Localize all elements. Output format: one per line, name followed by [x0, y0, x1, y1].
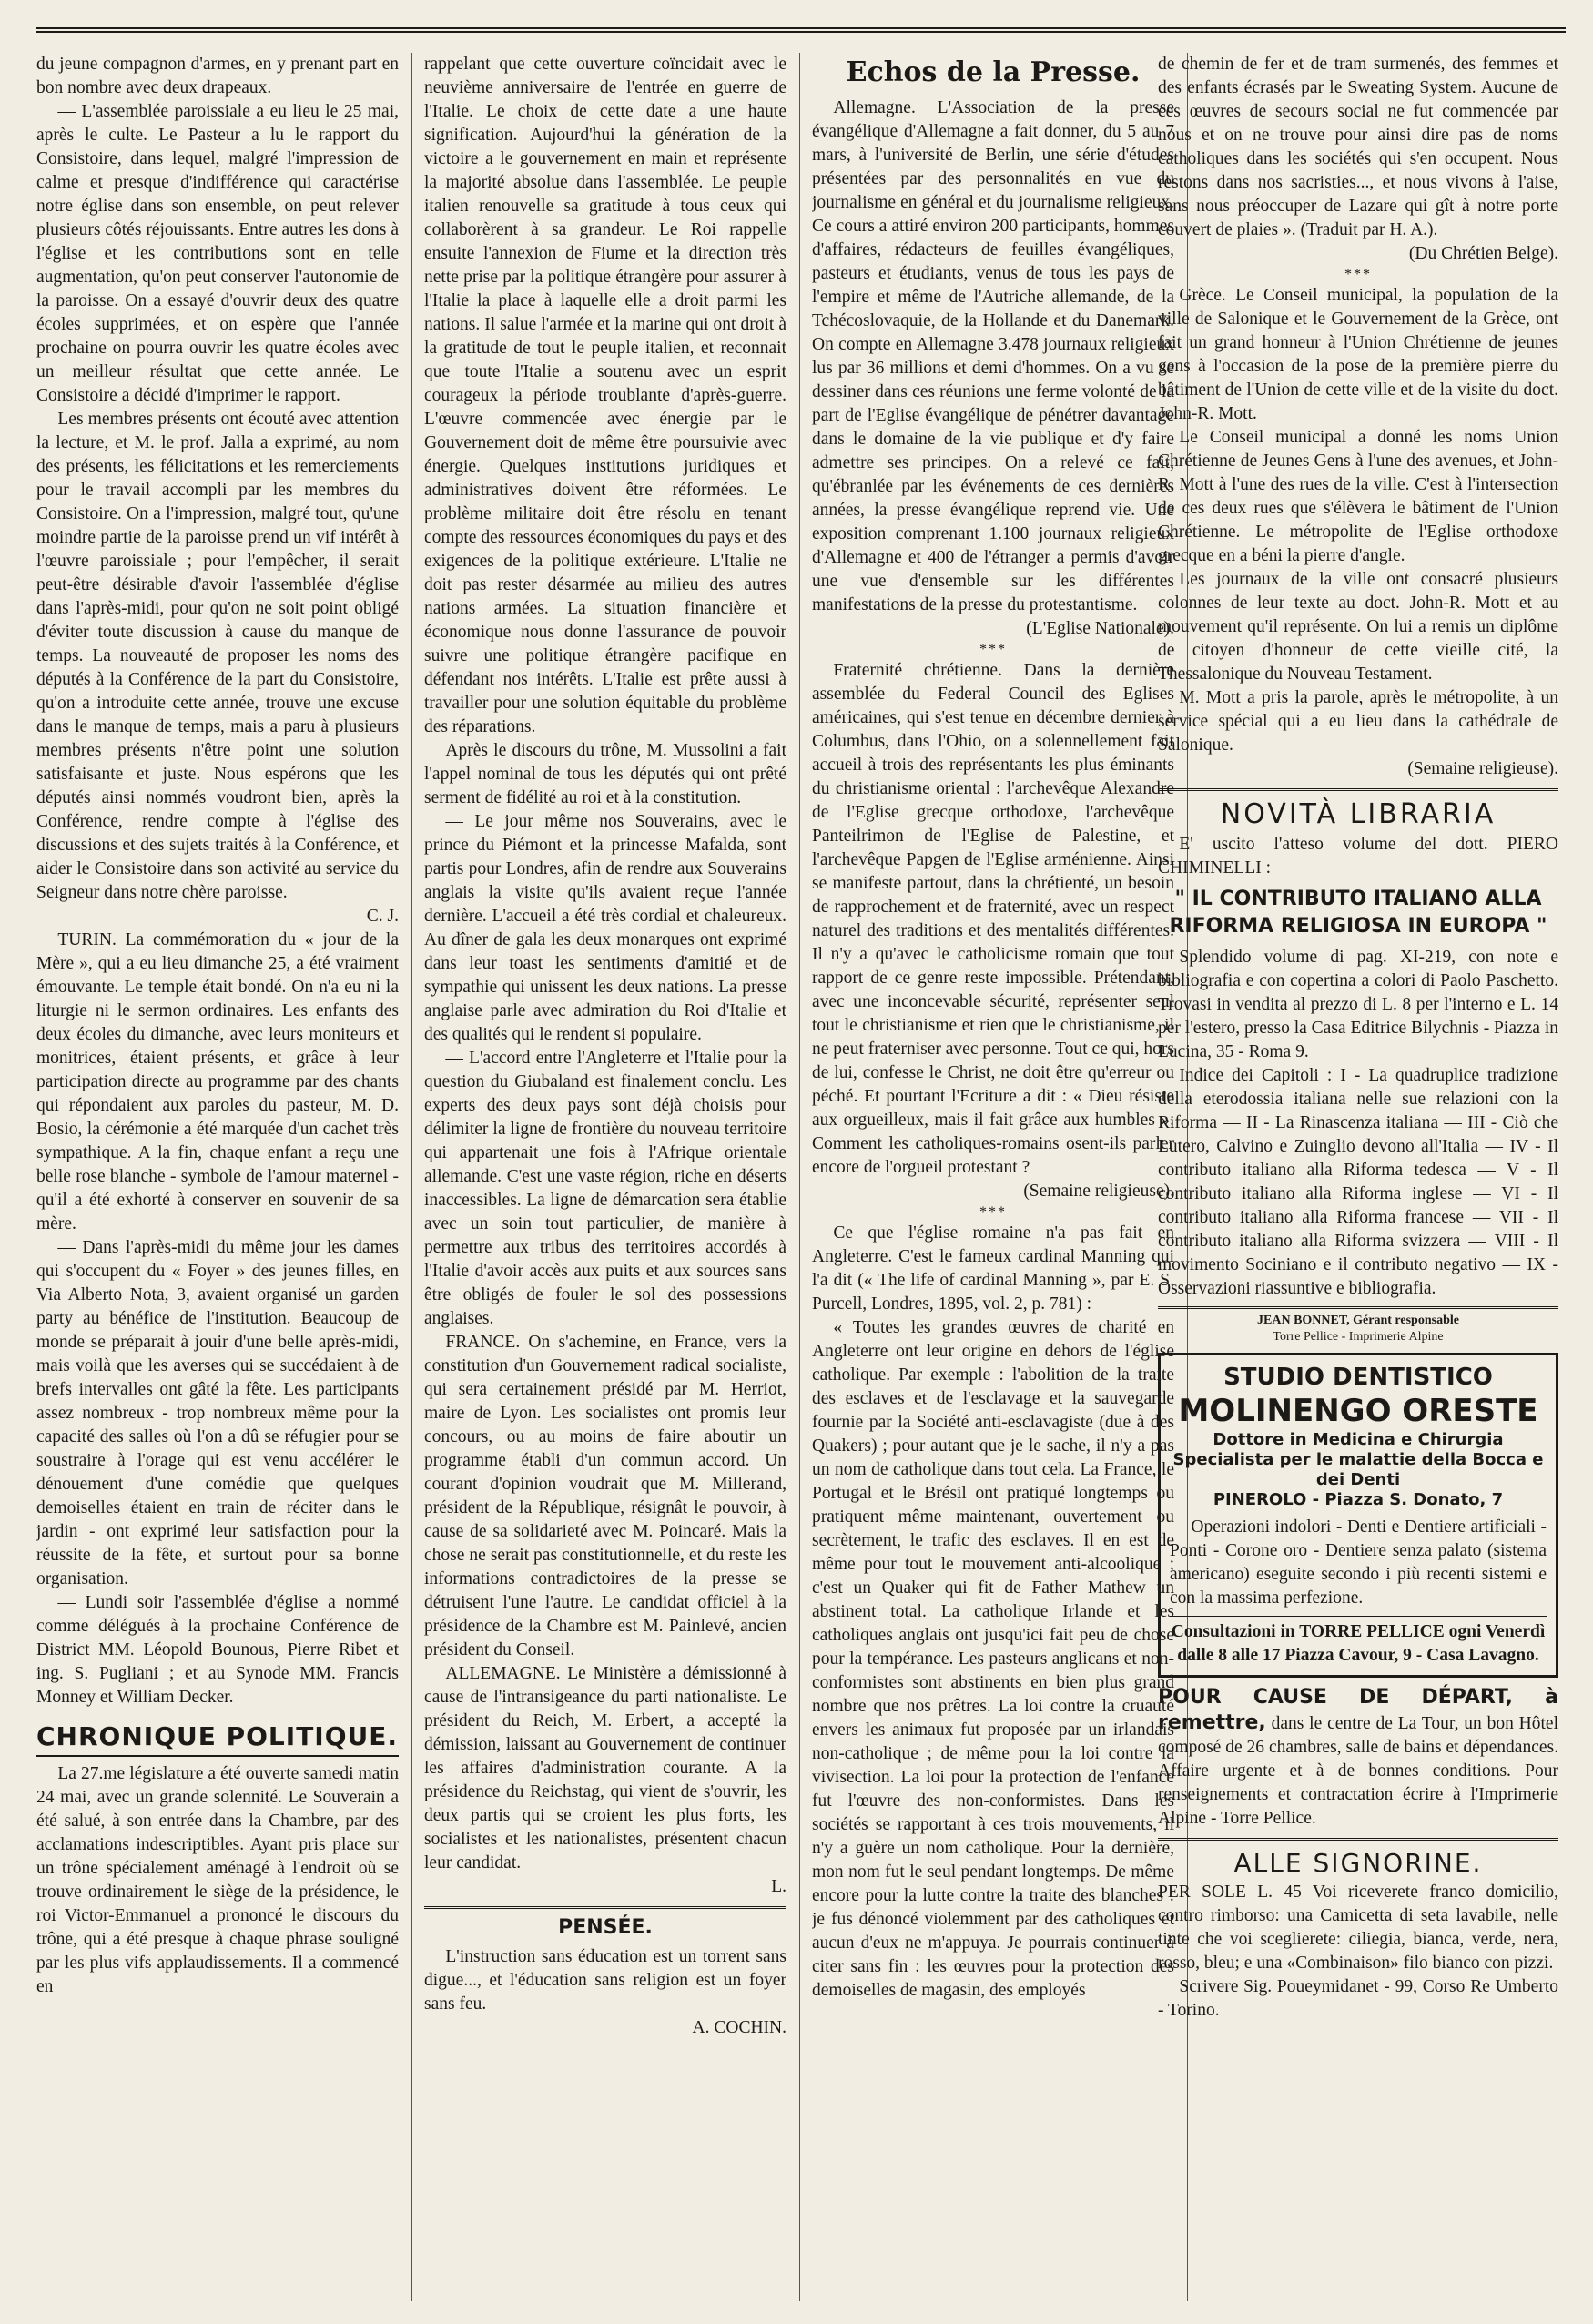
- paragraph: rappelant que cette ouverture coïncidait avec le neuvième anniversaire de l'entrée en guerre de l'Italie. Le choix de cette date a une haute signification. Aujourd'hui la génération de la victoire a le gouvernement en main et représente la majorité absolue dans l'assemblée. Le peuple italien renouvelle sa gratitude à tous ceux qui collaborèrent à sa grandeur. Le Roi rappelle ensuite l'annexion de Fiume et la direction très nette prise par la politique étrangère pour assurer à l'Italie la place à laquelle elle a droit parmi les nations. Il salue l'armée et la marine qui ont droit à la gratitude de tout le peuple italien, et reconnait que toute l'Italie a soutenu avec un esprit courageux la période troublante d'après-guerre. L'œuvre commencée avec énergie par le Gouvernement doit de même être poursuivie avec énergie. Quelques institutions juridiques et administratives doivent être réformées. Le problème militaire doit être résolu en tenant compte des ressources économiques du pays et des exigences de la politique extérieure. L'Italie ne doit pas rester désarmée au milieu des autres nations armées. La situation financière et économique nous donne l'assurance de pouvoir suivre une politique étrangère pacifique en défendant nos intérêts. L'Italie est prête aussi à travailler pour une solution équitable du problème des réparations.: [424, 55, 786, 736]
- ad-body: dans le centre de La Tour, un bon Hôtel composé de 26 chambres, salle de bains et dépendances. Affaire urgente et à de bonnes conditions. Pour renseignements et contractation écrire à l'Imprimerie Alpine - Torre Pellice.: [1158, 1714, 1558, 1828]
- studio-dentistico-ad: [1158, 1353, 1558, 1678]
- paragraph: La 27.me législature a été ouverte samedi matin 24 mai, avec un grande solennité. Le Souverain a été salué, à son entrée dans la Chambre, par des acclamations indescriptibles. Ayant pris place sur un trône spécialement aménagé à l'endroit où se trouve ordinairement le siège de la présidence, le roi Victor-Emmanuel a prononcé le discours du trône, qui a été presque à chaque phrase souligné par les plus vifs applaudissements. Il a commencé en: [36, 1764, 399, 1996]
- paragraph: — L'accord entre l'Angleterre et l'Italie pour la question du Giubaland est finalement conclu. Les experts des deux pays sont déjà choisis pour délimiter la ligne de frontière du nouveau territoire qui appartenait une fois à l'Afrique orientale allemande. C'est une vaste région, riche en déserts inaccessibles. La ligne de démarcation sera établie avec un soin tout particulier, de manière à permettre aux tribus des territoires accordés à l'Italie d'avoir accès aux puits et aux sources sans être obligés de fouler le sol des possessions anglaises.: [424, 1049, 786, 1328]
- column-3: [812, 53, 1174, 2301]
- column-2: [424, 53, 786, 2301]
- signature: A. COCHIN.: [692, 2018, 786, 2037]
- paragraph: Splendido volume di pag. XI-219, con note e bibliografia e con copertina a colori di Paolo Paschetto. Trovasi in vendita al prezzo di L. 8 per l'interno e L. 14 per l'estero, presso la Casa Editrice Bilychnis - Piazza in Lucina, 35 - Roma 9.: [1158, 948, 1558, 1061]
- paragraph: Fraternité chrétienne. Dans la dernière assemblée du Federal Council des Eglises américaines, qui s'est tenue en décembre dernier à Columbus, dans l'Ohio, on a solennellement fait accueil à trois des représentants les plus éminants du christianisme oriental : l'archevêque Alexandre de l'Eglise grecque orthodoxe, l'archevêque Panteilrimon de l'Eglise de Palestine, et l'archevêque Papgen de l'Eglise arménienne. Ainsi se manifeste partout, dans la chrétienté, un besoin de rapprochement et de fraternité, avec un respect naturel des traditions et des mentalités différentes. Il n'y a qu'avec le catholicisme romain que tout rapport de ce genre reste impossible. Prétendant, avec une inconcevable sécurité, représenter seul tout le christianisme et rien que le christianisme, il ne peut fraterniser avec personne. Tout ce qui, hors de lui, confesse le Christ, ne doit être qu'erreur ou péché. Et pourtant l'Ecriture a dit : « Dieu résiste aux orgueilleux, mais il fait grâce aux humbles ». Comment les catholiques-romains osent-ils parler encore de l'orgueil protestant ?: [812, 661, 1174, 1177]
- paragraph: Grèce. Le Conseil municipal, la population de la ville de Salonique et le Gouvernement de la Grèce, ont fait un grand honneur à l'Union Chrétienne de jeunes gens à l'occasion de la pose de la première pierre du bâtiment de l'Union de cette ville et de la visite du doct. John-R. Mott.: [1158, 286, 1558, 423]
- paragraph: — Dans l'après-midi du même jour les dames qui s'occupent du « Foyer » des jeunes filles, en Via Alberto Nota, 3, avaient organisé un garden party au bénéfice de l'institution. Beaucoup de monde se préparait à jouir d'une belle après-midi, mais voilà que les averses qui se succédaient à de brefs intervalles ont gâté la fête. Les participants assez nombreux - trop nombreux même pour la capacité des salles où l'on a dû se réfugier pour se soustraire à l'orage qui est venu accélérer le dénouement d'une comédie que quelques demoiselles étaient en train de réciter dans le jardin - ont exprimé leur satisfaction pour la réussite de la fête, et surtout pour sa bonne organisation.: [36, 1238, 399, 1588]
- source: (L'Eglise Nationale).: [1026, 619, 1174, 638]
- source: (Semaine religieuse).: [1023, 1182, 1174, 1201]
- pensee-heading: PENSÉE.: [424, 1906, 786, 1942]
- ad-contact: Scrivere Sig. Poueymidanet - 99, Corso Re Umberto - Torino.: [1158, 1977, 1558, 2020]
- top-rule: [36, 27, 1566, 33]
- paragraph: Indice dei Capitoli : I - La quadruplice tradizione della eterodossia italiana nelle sue relazioni con la Riforma — II - La Rinascenza italiana — III - Ciò che Lutero, Calvino e Zuinglio devono all'Italia — IV - Il contributo italiano alla Riforma tedesca — V - Il contributo italiano alla Riforma inglese — VI - Il contributo italiano alla Riforma francese — VII - Il contributo italiano alla Riforma svizzera — VIII - Il movimento Sociniano e il contributo negativo — IX - Osservazioni riassuntive e bibliografia.: [1158, 1066, 1558, 1298]
- paragraph: Les journaux de la ville ont consacré plusieurs colonnes de leur texte au doct. John-R. Mott et au mouvement qu'il représente. On lui a remis un diplôme de citoyen d'honneur de cette vieille cité, la Thessalonique du Nouveau Testament.: [1158, 570, 1558, 684]
- separator-stars: ***: [1344, 267, 1372, 282]
- column-rule: [411, 53, 412, 2301]
- gerant-line: JEAN BONNET, Gérant responsable: [1158, 1306, 1558, 1329]
- imprimerie-line: Torre Pellice - Imprimerie Alpine: [1273, 1330, 1444, 1344]
- ad-name: MOLINENGO ORESTE: [1178, 1393, 1538, 1429]
- column-rule: [799, 53, 800, 2301]
- ad-title: STUDIO DENTISTICO: [1223, 1364, 1493, 1391]
- alle-signorine-heading: ALLE SIGNORINE.: [1158, 1838, 1558, 1881]
- paragraph: du jeune compagnon d'armes, en y prenant part en bon nombre avec deux drapeaux.: [36, 55, 399, 97]
- paragraph: — Le jour même nos Souverains, avec le prince du Piémont et la princesse Mafalda, sont partis pour Londres, afin de rendre aux Souverains anglais la visite qu'ils avaient reçue l'année dernière. L'accueil a été très cordial et chaleureux. Au dîner de gala les deux monarques ont exprimé dans leur toast les sentiments d'amitié et de sympathie qui unissent les deux nations. La presse anglaise parle avec admiration du Roi d'Italie et des qualités qui le rendent si populaire.: [424, 812, 786, 1044]
- novita-libraria-heading: NOVITÀ LIBRARIA: [1158, 788, 1558, 833]
- depart-ad: [1158, 1685, 1558, 1831]
- source: (Semaine religieuse).: [1407, 759, 1558, 778]
- paragraph: — Lundi soir l'assemblée d'église a nommé comme délégués à la prochaine Conférence de District MM. Léopold Bounous, Pierre Ribet et ing. S. Pugliani ; et au Synode MM. Francis Monney et William Decker.: [36, 1593, 399, 1707]
- paragraph: Le Conseil municipal a donné les noms Union Chrétienne de Jeunes Gens à l'une des avenues, et John-R. Mott à l'une des rues de la ville. C'est à l'intersection de ces deux rues que s'élèvera le bâtiment de l'Union Chrétienne. Le métropolite de l'Eglise orthodoxe grecque en a béni la pierre d'angle.: [1158, 428, 1558, 565]
- signature: C. J.: [366, 907, 399, 926]
- paragraph: Les membres présents ont écouté avec attention la lecture, et M. le prof. Jalla a exprimé, au nom des présents, les félicitations et les remerciements pour le travail accompli par les membres du Consistoire. On a l'impression, malgré tout, qu'une moindre partie de la paroisse prend un vif intérêt à l'œuvre paroissiale ; pour l'empêcher, il serait peut-être désirable d'avoir l'assemblée d'église dans l'après-midi, pour qu'on ne soit point obligé d'éviter toute discussion à cause du manque de temps. La nouveauté de proposer les noms des députés à la Conférence de la part du Consistoire, qu'on a introduite cette année, trouve une excuse dans le manque de temps, mais a paru à plusieurs membres présents n'être point une solution satisfaisante et juste. Nous espérons que les députés ainsi nommés voudront bien, après la Conférence, rendre compte à l'église des discussions et des sujets traités à la Conférence, et aider le Consistoire dans son activité au service du Seigneur dans notre chère paroisse.: [36, 410, 399, 902]
- paragraph: — L'assemblée paroissiale a eu lieu le 25 mai, après le culte. Le Pasteur a lu le rapport du Consistoire, dans lequel, malgré l'impression de calme et presque d'indifférence qui caractérise notre église dans son ensemble, on peut relever plusieurs côtés réjouissants. Entre autres les dons à l'église et les contributions sont en telle augmentation, qu'on peut conserver l'autonomie de la paroisse. On a essayé d'ouvrir deux des quatre écoles supprimées, et on espère que l'année prochaine on pourra ouvrir les quatre écoles avec un meilleur résultat que cette année. Le Consistoire a décidé d'imprimer le rapport.: [36, 102, 399, 405]
- paragraph: « Toutes les grandes œuvres de charité en Angleterre ont leur origine en dehors de l'église catholique. Par exemple : l'abolition de la traite des esclaves et de l'esclavage et la sauvegarde fournie par la Société anti-esclavagiste (due à des Quakers) ; pour autant que je le sache, il n'y a pas un nom de catholique dans tout cela. La France, le Portugal et le Brésil ont pratiqué longtemps ou pratiquent même maintenant, ouvertement ou secrètement, le trafic des esclaves. Il en est de même pour tout le mouvement anti-alcoolique ; c'est un Quaker qui fit de Father Mathew un abstinent total. La catholique Irlande et les catholiques anglais ont jusqu'ici fait peu de chose pour la tempérance. Les pasteurs anglicans et non-conformistes sont abstinents en bien plus grand nombre que nos prêtres. La loi contre la cruauté envers les animaux fut proposée par un irlandais non-catholique ; de même pour la loi contre la vivisection. La loi pour la protection de l'enfance fut l'œuvre des non-conformistes. Dans les sociétés se rapportant à ces trois mouvements, il n'y a guère un nom catholique. Pour la dernière, mon nom fut le seul pendant longtemps. De même encore pour la lutte contre la traite des blanches : je fus dénoncé violemment par des catholiques et aucun d'eux ne m'appuya. Je pourrais continuer à citer sans fin : les œuvres pour la protection des demoiselles de magasin, des employés: [812, 1318, 1174, 2000]
- separator-stars: ***: [979, 1204, 1007, 1220]
- ad-subtitle: Specialista per le malattie della Bocca e dei Denti: [1172, 1450, 1544, 1489]
- ad-body: PER SOLE L. 45 Voi riceverete franco domicilio, contro rimborso: una Camicetta di seta lavabile, nelle tinte che voi sceglierete: ciliegia, bianca, verde, nera, rosso, bleu; e una «Combinaison» filo bianco con pizzi.: [1158, 1883, 1558, 1973]
- ad-subtitle: Dottore in Medicina e Chirurgia: [1213, 1430, 1504, 1449]
- chronique-politique-heading: CHRONIQUE POLITIQUE.: [36, 1719, 399, 1757]
- ad-body: Operazioni indolori - Denti e Dentiere artificiali - Ponti - Corone oro - Dentiere senza palato (sistema americano) eseguite secondo i più recenti sistemi e con la massima perfezione.: [1170, 1517, 1547, 1608]
- ad-address: PINEROLO - Piazza S. Donato, 7: [1213, 1490, 1504, 1509]
- column-4: [1158, 53, 1558, 2301]
- separator-stars: ***: [979, 642, 1007, 657]
- ad-headline: POUR CAUSE DE DÉPART, à remettre,: [1158, 1686, 1558, 1734]
- paragraph: FRANCE. On s'achemine, en France, vers la constitution d'un Gouvernement radical socialiste, qui sera certainement présidé par M. Herriot, maire de Lyon. Les socialistes ont promis leur concours, ou au moins de faire aboutir un programme établi d'un commun accord. Un courant d'opinion voudrait que M. Millerand, président de la République, résignât le pouvoir, à cause de sa solidarieté avec M. Poincaré. Mais la chose ne serait pas constitutionnelle, et du reste les informations contradictoires de la presse se détruisent l'une l'autre. Le candidat officiel à la présidence de la Chambre est M. Painlevé, ancien président du Conseil.: [424, 1333, 786, 1659]
- paragraph: Allemagne. L'Association de la presse évangélique d'Allemagne a fait donner, du 5 au 7 mars, à l'université de Berlin, une série d'études présentées par des personnalités en vue du journalisme en général et du journalisme religieux. Ce cours a attiré environ 200 participants, hommes d'affaires, rédacteurs de feuilles évangéliques, pasteurs et étudiants, venus de tous les pays de l'empire et même de l'Autriche allemande, de la Tchécoslovaquie, de la Hollande et du Danemark. On compte en Allemagne 3.478 journaux religieux lus par 36 millions et demi d'hommes. On a vu se dessiner dans ces réunions une ferme volonté de la part de l'Eglise évangélique de pénétrer davantage dans le domaine de la vie publique et d'y faire admettre ses principes. On a relevé ce fait, qu'ébranlée par les événements de ces dernières années, la presse évangélique reprend vie. Une exposition comprenant 1.100 journaux religieux d'Allemagne et 400 de l'étranger a permis d'avoir une vue d'ensemble sur les différentes manifestations de la presse du protestantisme.: [812, 98, 1174, 614]
- paragraph: E' uscito l'atteso volume del dott. PIERO CHIMINELLI :: [1158, 835, 1558, 878]
- paragraph: de chemin de fer et de tram surmenés, des femmes et des enfants écrasés par le Sweating System. Aucune de ces œuvres de secours social ne fut commencée par nous et on ne trouve pour ainsi dire pas de noms catholiques dans les sociétés qui s'en occupent. Nous restons dans nos sacristies..., et nous vivons à l'aise, sans nous préoccuper de Lazare qui gît à notre porte couvert de plaies ». (Traduit par H. A.).: [1158, 55, 1558, 239]
- paragraph: M. Mott a pris la parole, après le métropolite, à un service spécial qui a eu lieu dans la cathédrale de Salonique.: [1158, 688, 1558, 755]
- book-title: " IL CONTRIBUTO ITALIANO ALLA RIFORMA RELIGIOSA IN EUROPA ": [1169, 888, 1547, 938]
- echos-heading: Echos de la Presse.: [846, 56, 1141, 88]
- paragraph: Ce que l'église romaine n'a pas fait en Angleterre. C'est le fameux cardinal Manning qui l'a dit (« The life of cardinal Manning », par E. S. Purcell, Londres, 1895, vol. 2, p. 781) :: [812, 1223, 1174, 1314]
- paragraph: L'instruction sans éducation est un torrent sans digue..., et l'éducation sans religion est un foyer sans feu.: [424, 1947, 786, 2014]
- paragraph: Après le discours du trône, M. Mussolini a fait l'appel nominal de tous les députés qui ont prêté serment de fidélité au roi et à la constitution.: [424, 741, 786, 807]
- ad-consult: Consultazioni in TORRE PELLICE ogni Venerdì dalle 8 alle 17 Piazza Cavour, 9 - Casa Lavagno.: [1170, 1616, 1547, 1668]
- column-1: [36, 53, 399, 2301]
- signature: L.: [771, 1877, 786, 1896]
- source: (Du Chrétien Belge).: [1408, 244, 1558, 263]
- paragraph: ALLEMAGNE. Le Ministère a démissionné à cause de l'intransigeance du parti nationaliste. Le président du Reich, M. Erbert, a accepté la démission, laissant au Gouvernement de continuer les affaires d'administration courante. A la présidence du Reichstag, qui vient de s'ouvrir, les deux partis qui se croient les plus forts, les socialistes et les nationalistes, présentent chacun leur candidat.: [424, 1664, 786, 1872]
- paragraph: TURIN. La commémoration du « jour de la Mère », qui a eu lieu dimanche 25, a été vraiment émouvante. Le temple était bondé. On n'a eu ni la liturgie ni le sermon ordinaires. Les enfants des deux écoles du dimanche, avec leurs moniteurs et monitrices, étaient présents, et grâce à leur participation directe au programme par des chants qui répondaient aux paroles du pasteur, M. D. Bosio, la cérémonie a été marquée d'un cachet très sympathique. A la fin, chaque enfant a reçu une belle rose blanche - symbole de l'amour maternel - qu'il a été exhorté à conserver en souvenir de sa mère.: [36, 930, 399, 1233]
